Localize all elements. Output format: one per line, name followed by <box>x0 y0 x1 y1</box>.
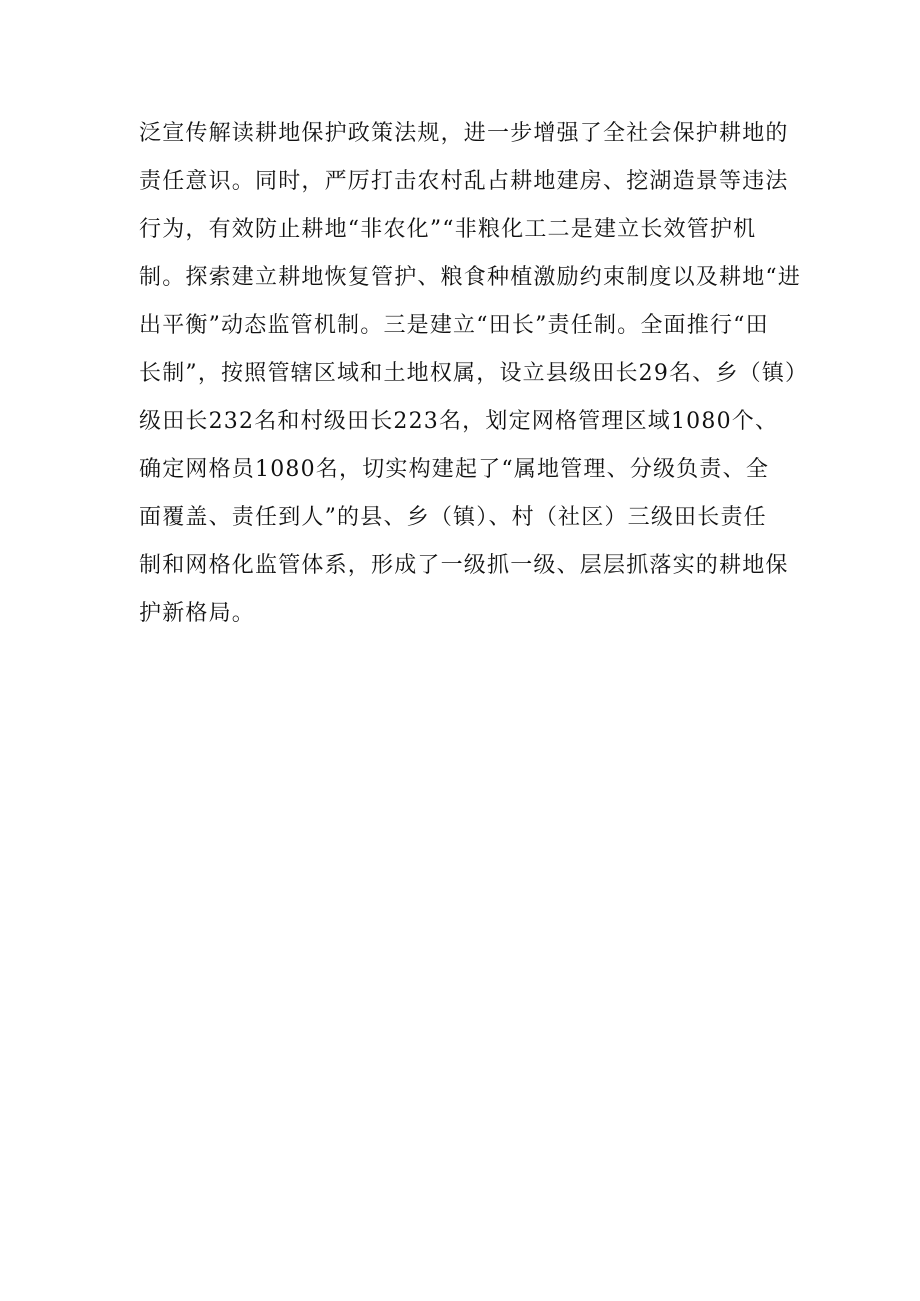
body-paragraph <box>139 110 809 638</box>
paragraph-line-10: 制和网格化监管体系，形成了一级抓一级、层层抓落实的耕地保 <box>139 553 789 578</box>
paragraph-line-9: 面覆盖、责任到人”的县、乡（镇）、村（社区）三级田长责任 <box>139 505 767 530</box>
paragraph-line-8: 确定网格员1080名，切实构建起了“属地管理、分级负责、全 <box>139 457 770 482</box>
paragraph-line-5: 出平衡”动态监管机制。三是建立“田长”责任制。全面推行“田 <box>139 313 769 338</box>
paragraph-line-1: 泛宣传解读耕地保护政策法规，进一步增强了全社会保护耕地的 <box>139 121 789 146</box>
paragraph-line-11: 护新格局。 <box>139 601 256 626</box>
paragraph-line-6: 长制”，按照管辖区域和土地权属，设立县级田长29名、乡（镇） <box>139 361 809 386</box>
paragraph-line-4: 制。探索建立耕地恢复管护、粮食种植激励约束制度以及耕地“进 <box>139 265 802 290</box>
paragraph-line-2: 责任意识。同时，严厉打击农村乱占耕地建房、挖湖造景等违法 <box>139 169 789 194</box>
paragraph-line-3: 行为，有效防止耕地“非农化”“非粮化工二是建立长效管护机 <box>139 217 757 242</box>
paragraph-line-7: 级田长232名和村级田长223名，划定网格管理区域1080个、 <box>139 409 779 434</box>
